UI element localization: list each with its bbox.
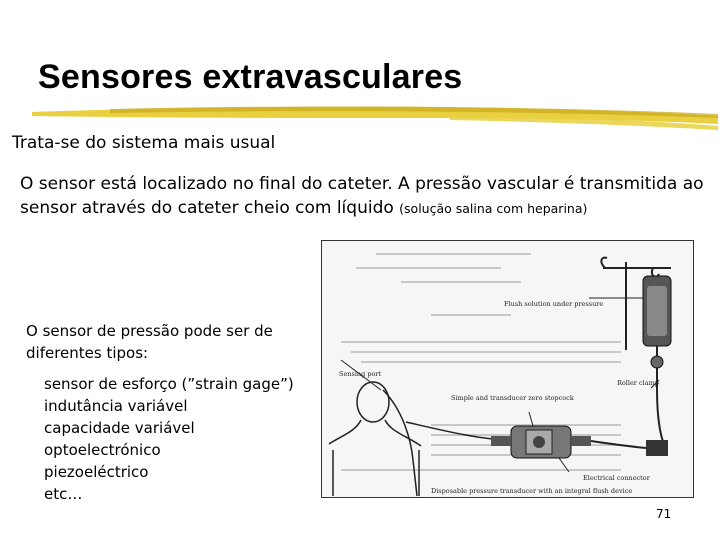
list-item: indutância variável bbox=[44, 397, 188, 415]
label-electrical-connector: Electrical connector bbox=[583, 474, 650, 482]
types-intro: O sensor de pressão pode ser de diferentes tipos: bbox=[26, 322, 273, 362]
transducer-figure bbox=[321, 240, 694, 498]
slide-title: Sensores extravasculares bbox=[38, 58, 463, 96]
list-item: etc… bbox=[44, 485, 83, 503]
title-underline bbox=[30, 96, 720, 136]
main-paragraph bbox=[20, 172, 710, 221]
list-item: optoelectrónico bbox=[44, 441, 161, 459]
paragraph-text: O sensor está localizado no final do cateter. A pressão vascular é transmitida ao sensor através do cateter cheio com líquido bbox=[20, 174, 704, 218]
label-flush-solution: Flush solution under pressure bbox=[504, 300, 604, 308]
label-sensing-port: Sensing port bbox=[339, 370, 382, 378]
page-number: 71 bbox=[656, 507, 672, 521]
list-item: capacidade variável bbox=[44, 419, 195, 437]
intro-line: Trata-se do sistema mais usual bbox=[12, 133, 276, 153]
label-roller-clamp: Roller clamp bbox=[617, 379, 659, 387]
label-transducer: Simple and transducer zero stopcock bbox=[451, 394, 574, 402]
sensor-types-list bbox=[44, 373, 294, 505]
figure-caption: Disposable pressure transducer with an integral flush device bbox=[431, 487, 633, 495]
list-item: sensor de esforço (”strain gage”) bbox=[44, 375, 294, 393]
list-item: piezoeléctrico bbox=[44, 463, 149, 481]
paragraph-note: (solução salina com heparina) bbox=[399, 201, 588, 216]
